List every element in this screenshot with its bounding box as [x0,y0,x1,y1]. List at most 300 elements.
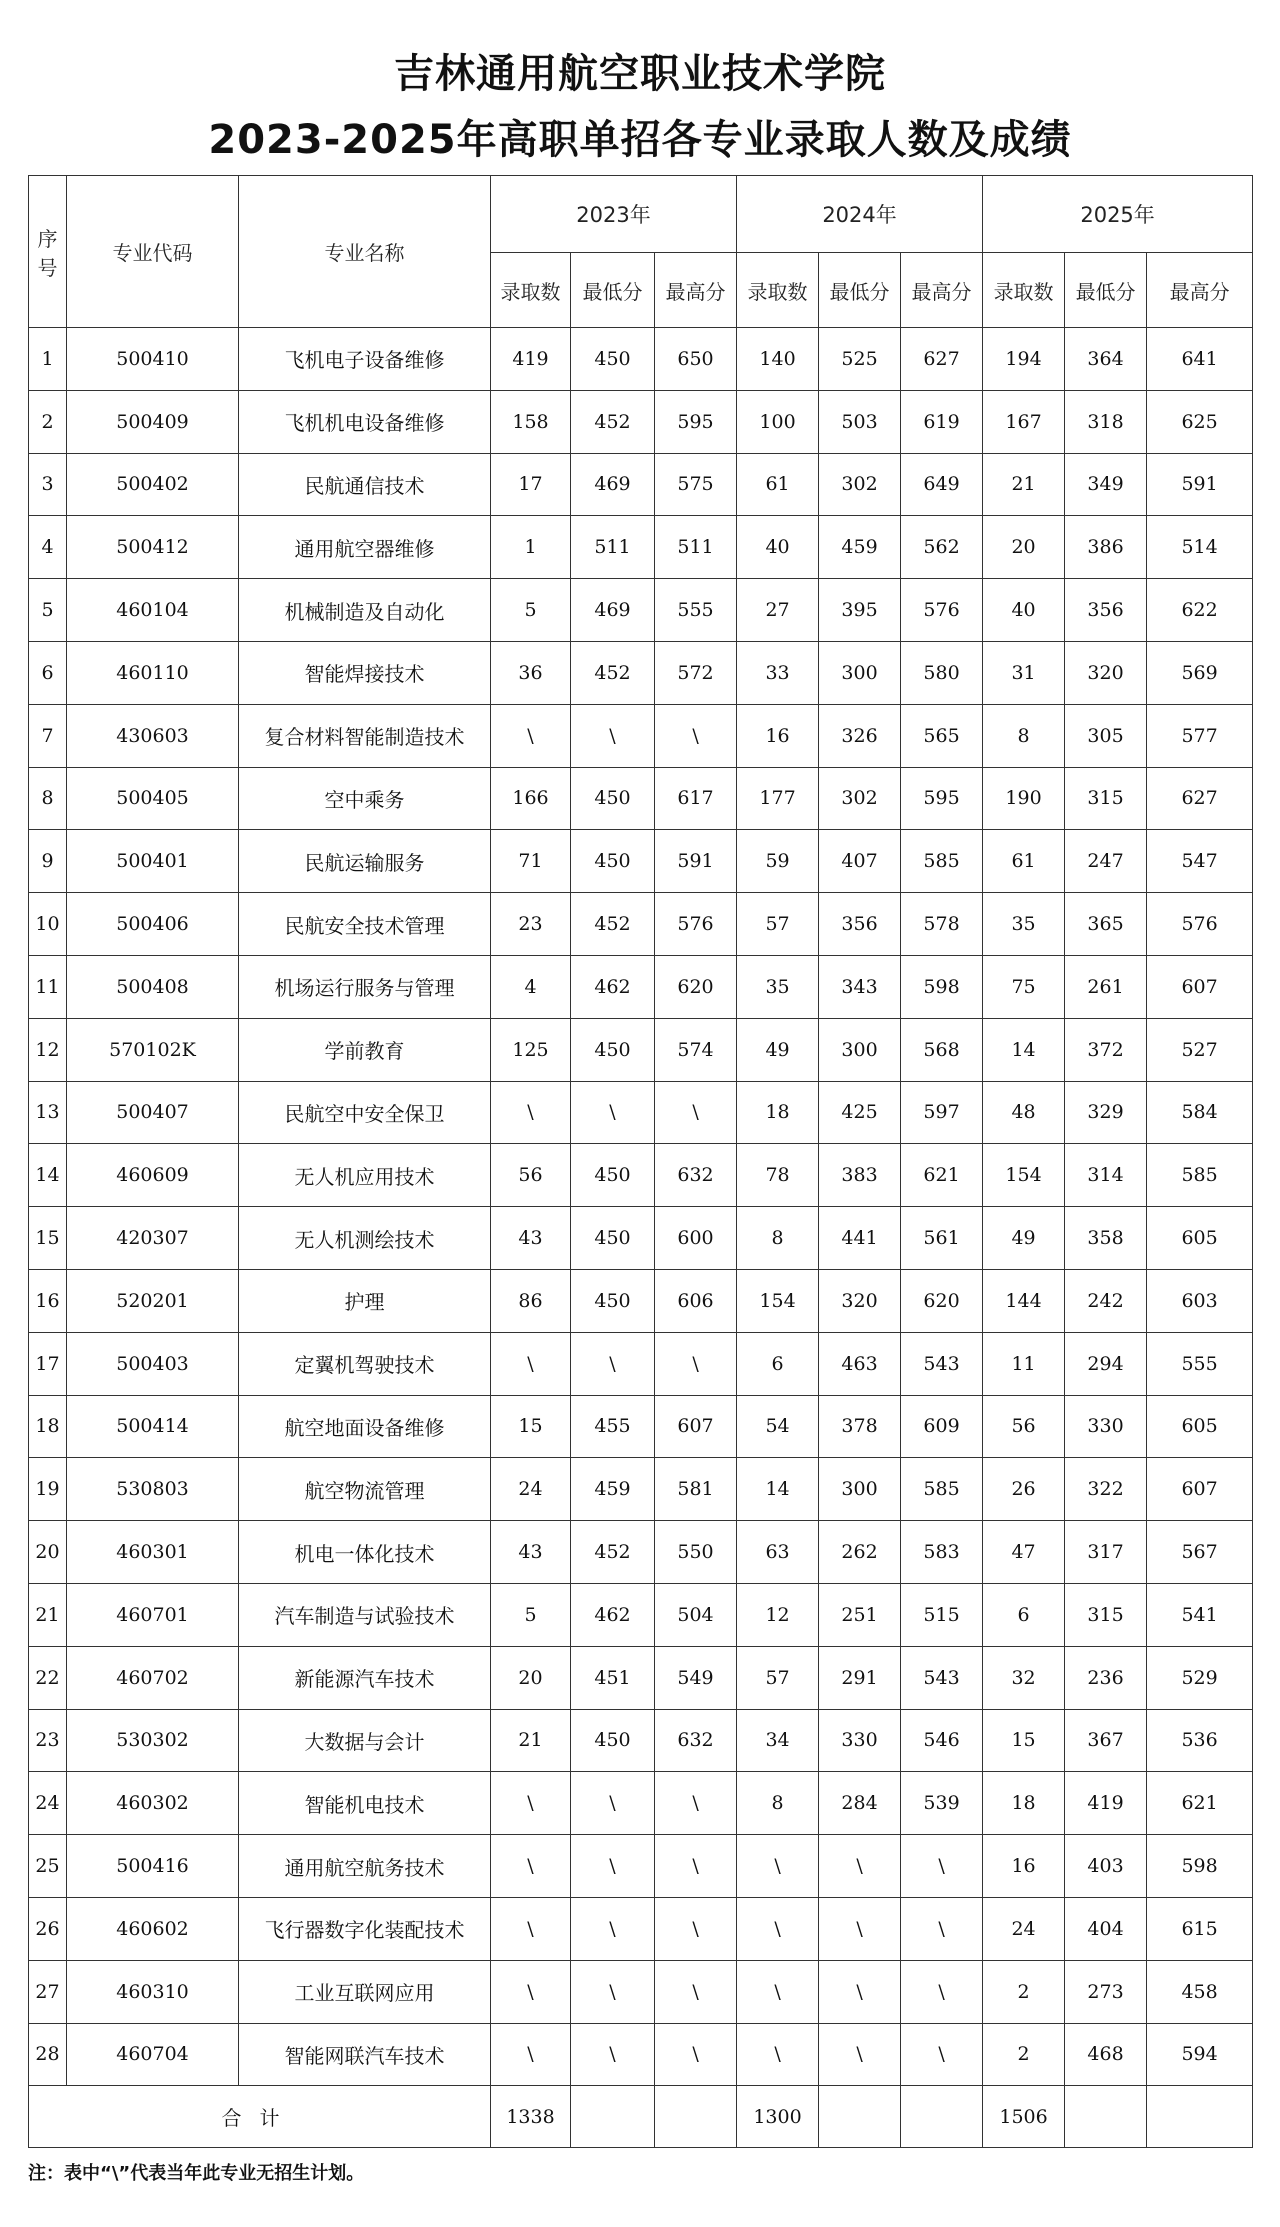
max-score-2024: 619 [901,390,983,453]
min-score-2023: 462 [571,955,655,1018]
min-score-2023: 450 [571,1144,655,1207]
major-name: 飞行器数字化装配技术 [239,1897,491,1960]
max-score-2023: 511 [655,516,737,579]
min-score-2025: 247 [1065,830,1147,893]
admitted-2023: \ [491,1897,571,1960]
min-score-2023: 511 [571,516,655,579]
max-score-2023: 504 [655,1583,737,1646]
admitted-2024: 8 [737,1207,819,1270]
major-code: 500402 [67,453,239,516]
max-score-2023: \ [655,2023,737,2086]
admitted-2024: 59 [737,830,819,893]
min-score-2024: 525 [819,328,901,391]
admitted-2024: 18 [737,1081,819,1144]
admitted-2025: 56 [983,1395,1065,1458]
table-row [29,1458,1253,1521]
header-admitted-2024: 录取数 [737,253,819,328]
admitted-2023: 17 [491,453,571,516]
table-row [29,2023,1253,2086]
row-index: 9 [29,830,67,893]
row-index: 26 [29,1897,67,1960]
header-name: 专业名称 [239,176,491,328]
major-name: 飞机电子设备维修 [239,328,491,391]
row-index: 12 [29,1018,67,1081]
min-score-2024: 463 [819,1332,901,1395]
admitted-2024: 57 [737,893,819,956]
max-score-2025: 625 [1147,390,1253,453]
table-row [29,1269,1253,1332]
document-title: 吉林通用航空职业技术学院 [394,51,886,97]
max-score-2025: 577 [1147,704,1253,767]
major-name: 工业互联网应用 [239,1960,491,2023]
max-score-2023: 591 [655,830,737,893]
major-code: 460702 [67,1646,239,1709]
major-name: 飞机机电设备维修 [239,390,491,453]
major-name: 民航运输服务 [239,830,491,893]
admitted-2023: \ [491,1835,571,1898]
admitted-2025: 154 [983,1144,1065,1207]
max-score-2024: 595 [901,767,983,830]
admitted-2023: 43 [491,1207,571,1270]
admitted-2025: 48 [983,1081,1065,1144]
max-score-2024: 543 [901,1646,983,1709]
header-code: 专业代码 [67,176,239,328]
min-score-2024: 378 [819,1395,901,1458]
admitted-2025: 6 [983,1583,1065,1646]
max-score-2024: 580 [901,641,983,704]
table-row [29,1960,1253,2023]
max-score-2024: 546 [901,1709,983,1772]
major-name: 无人机测绘技术 [239,1207,491,1270]
admitted-2023: \ [491,1960,571,2023]
max-score-2024: \ [901,1960,983,2023]
admitted-2024: 140 [737,328,819,391]
table-row [29,1772,1253,1835]
row-index: 7 [29,704,67,767]
max-score-2024: 597 [901,1081,983,1144]
table-body [29,328,1253,2086]
min-score-2025: 261 [1065,955,1147,1018]
table-row [29,893,1253,956]
major-code: 420307 [67,1207,239,1270]
min-score-2023: 452 [571,641,655,704]
admitted-2024: 35 [737,955,819,1018]
major-name: 复合材料智能制造技术 [239,704,491,767]
min-score-2025: 322 [1065,1458,1147,1521]
min-score-2025: 404 [1065,1897,1147,1960]
table-row [29,1521,1253,1584]
min-score-2025: 403 [1065,1835,1147,1898]
total-empty-cell [901,2086,983,2148]
header-index: 序号 [29,176,67,328]
admitted-2023: 15 [491,1395,571,1458]
max-score-2024: 620 [901,1269,983,1332]
min-score-2023: \ [571,704,655,767]
row-index: 14 [29,1144,67,1207]
min-score-2024: 300 [819,641,901,704]
min-score-2023: 450 [571,1709,655,1772]
major-code: 500414 [67,1395,239,1458]
row-index: 15 [29,1207,67,1270]
max-score-2023: 575 [655,453,737,516]
min-score-2025: 386 [1065,516,1147,579]
major-name: 新能源汽车技术 [239,1646,491,1709]
total-admitted-2023: 1338 [491,2086,571,2148]
table-row [29,1583,1253,1646]
min-score-2024: 407 [819,830,901,893]
table-row [29,704,1253,767]
table-row [29,328,1253,391]
max-score-2025: 627 [1147,767,1253,830]
admitted-2024: 40 [737,516,819,579]
min-score-2025: 314 [1065,1144,1147,1207]
min-score-2024: 320 [819,1269,901,1332]
admitted-2023: 4 [491,955,571,1018]
row-index: 11 [29,955,67,1018]
major-name: 学前教育 [239,1018,491,1081]
max-score-2024: 609 [901,1395,983,1458]
max-score-2023: 595 [655,390,737,453]
min-score-2025: 367 [1065,1709,1147,1772]
max-score-2024: 562 [901,516,983,579]
min-score-2024: 330 [819,1709,901,1772]
major-code: 500408 [67,955,239,1018]
max-score-2023: 581 [655,1458,737,1521]
max-score-2025: 615 [1147,1897,1253,1960]
max-score-2023: 606 [655,1269,737,1332]
row-index: 23 [29,1709,67,1772]
min-score-2025: 294 [1065,1332,1147,1395]
min-score-2023: 469 [571,453,655,516]
admitted-2024: 49 [737,1018,819,1081]
row-index: 17 [29,1332,67,1395]
max-score-2024: 598 [901,955,983,1018]
min-score-2025: 372 [1065,1018,1147,1081]
major-name: 空中乘务 [239,767,491,830]
admitted-2023: \ [491,704,571,767]
max-score-2023: 549 [655,1646,737,1709]
min-score-2025: 468 [1065,2023,1147,2086]
max-score-2025: 585 [1147,1144,1253,1207]
admitted-2024: \ [737,1835,819,1898]
admitted-2025: 47 [983,1521,1065,1584]
total-empty-cell [1065,2086,1147,2148]
max-score-2025: 603 [1147,1269,1253,1332]
min-score-2023: 450 [571,328,655,391]
admitted-2023: \ [491,1081,571,1144]
header-year-2025: 2025年 [983,176,1253,253]
max-score-2024: 539 [901,1772,983,1835]
min-score-2023: \ [571,1081,655,1144]
min-score-2025: 242 [1065,1269,1147,1332]
total-admitted-2024: 1300 [737,2086,819,2148]
max-score-2023: \ [655,1960,737,2023]
min-score-2024: 356 [819,893,901,956]
admitted-2023: 21 [491,1709,571,1772]
row-index: 8 [29,767,67,830]
min-score-2023: 455 [571,1395,655,1458]
max-score-2025: 576 [1147,893,1253,956]
max-score-2024: 578 [901,893,983,956]
max-score-2023: 600 [655,1207,737,1270]
min-score-2025: 365 [1065,893,1147,956]
min-score-2023: 451 [571,1646,655,1709]
admitted-2024: 100 [737,390,819,453]
major-name: 智能焊接技术 [239,641,491,704]
admitted-2025: 15 [983,1709,1065,1772]
admitted-2024: \ [737,1960,819,2023]
max-score-2023: 574 [655,1018,737,1081]
max-score-2024: 585 [901,1458,983,1521]
min-score-2023: 462 [571,1583,655,1646]
max-score-2025: 591 [1147,453,1253,516]
min-score-2024: 284 [819,1772,901,1835]
admitted-2024: 34 [737,1709,819,1772]
major-code: 500412 [67,516,239,579]
min-score-2023: \ [571,1772,655,1835]
row-index: 27 [29,1960,67,2023]
admitted-2023: \ [491,1772,571,1835]
admitted-2024: 154 [737,1269,819,1332]
table-row [29,830,1253,893]
max-score-2024: 583 [901,1521,983,1584]
max-score-2025: 641 [1147,328,1253,391]
min-score-2025: 320 [1065,641,1147,704]
major-name: 通用航空航务技术 [239,1835,491,1898]
header-admitted-2023: 录取数 [491,253,571,328]
admitted-2024: 33 [737,641,819,704]
min-score-2025: 356 [1065,579,1147,642]
min-score-2024: \ [819,1835,901,1898]
row-index: 3 [29,453,67,516]
header-min-score-2025: 最低分 [1065,253,1147,328]
admitted-2025: 16 [983,1835,1065,1898]
admitted-2025: 35 [983,893,1065,956]
table-row [29,1709,1253,1772]
min-score-2025: 273 [1065,1960,1147,2023]
row-index: 28 [29,2023,67,2086]
max-score-2025: 567 [1147,1521,1253,1584]
max-score-2023: 650 [655,328,737,391]
min-score-2024: 300 [819,1018,901,1081]
max-score-2024: 543 [901,1332,983,1395]
row-index: 1 [29,328,67,391]
max-score-2024: \ [901,2023,983,2086]
max-score-2025: 584 [1147,1081,1253,1144]
admitted-2025: 167 [983,390,1065,453]
min-score-2025: 236 [1065,1646,1147,1709]
header-year-2024: 2024年 [737,176,983,253]
table-row [29,453,1253,516]
admitted-2025: 8 [983,704,1065,767]
admitted-2024: 12 [737,1583,819,1646]
row-index: 24 [29,1772,67,1835]
total-empty-cell [819,2086,901,2148]
admitted-2024: 177 [737,767,819,830]
header-min-score-2023: 最低分 [571,253,655,328]
admitted-2025: 11 [983,1332,1065,1395]
min-score-2023: 450 [571,1269,655,1332]
admitted-2025: 2 [983,2023,1065,2086]
max-score-2025: 607 [1147,1458,1253,1521]
table-row [29,1897,1253,1960]
max-score-2023: 617 [655,767,737,830]
min-score-2025: 329 [1065,1081,1147,1144]
admitted-2023: 5 [491,1583,571,1646]
major-name: 护理 [239,1269,491,1332]
min-score-2024: 343 [819,955,901,1018]
min-score-2024: \ [819,2023,901,2086]
min-score-2023: \ [571,1835,655,1898]
max-score-2025: 458 [1147,1960,1253,2023]
admitted-2025: 32 [983,1646,1065,1709]
max-score-2024: 585 [901,830,983,893]
row-index: 19 [29,1458,67,1521]
admitted-2023: 20 [491,1646,571,1709]
major-code: 530302 [67,1709,239,1772]
major-code: 500410 [67,328,239,391]
total-label: 合计 [29,2086,491,2148]
major-name: 民航通信技术 [239,453,491,516]
major-code: 460310 [67,1960,239,2023]
major-name: 大数据与会计 [239,1709,491,1772]
min-score-2025: 318 [1065,390,1147,453]
admitted-2025: 24 [983,1897,1065,1960]
admitted-2025: 194 [983,328,1065,391]
admitted-2025: 31 [983,641,1065,704]
max-score-2023: \ [655,1772,737,1835]
max-score-2025: 529 [1147,1646,1253,1709]
max-score-2023: 576 [655,893,737,956]
min-score-2024: 503 [819,390,901,453]
admitted-2023: 166 [491,767,571,830]
max-score-2025: 514 [1147,516,1253,579]
min-score-2023: 450 [571,767,655,830]
min-score-2023: 450 [571,1207,655,1270]
major-code: 460301 [67,1521,239,1584]
admitted-2024: 27 [737,579,819,642]
admitted-2024: \ [737,1897,819,1960]
table-row [29,1144,1253,1207]
major-code: 520201 [67,1269,239,1332]
min-score-2025: 315 [1065,767,1147,830]
admitted-2023: 24 [491,1458,571,1521]
major-code: 530803 [67,1458,239,1521]
min-score-2023: \ [571,1960,655,2023]
header-min-score-2024: 最低分 [819,253,901,328]
min-score-2023: \ [571,1897,655,1960]
major-code: 460302 [67,1772,239,1835]
admitted-2024: 54 [737,1395,819,1458]
table-row [29,767,1253,830]
admitted-2024: 57 [737,1646,819,1709]
footnote: 注：表中“\”代表当年此专业无招生计划。 [28,2163,365,2184]
table-row [29,1332,1253,1395]
max-score-2023: 620 [655,955,737,1018]
admitted-2023: 43 [491,1521,571,1584]
row-index: 13 [29,1081,67,1144]
max-score-2024: 515 [901,1583,983,1646]
max-score-2024: 568 [901,1018,983,1081]
admitted-2025: 75 [983,955,1065,1018]
total-row [29,2086,1253,2148]
max-score-2025: 621 [1147,1772,1253,1835]
max-score-2025: 541 [1147,1583,1253,1646]
major-code: 430603 [67,704,239,767]
max-score-2025: 594 [1147,2023,1253,2086]
min-score-2023: \ [571,1332,655,1395]
min-score-2025: 349 [1065,453,1147,516]
admitted-2024: 63 [737,1521,819,1584]
admitted-2025: 2 [983,1960,1065,2023]
min-score-2024: 262 [819,1521,901,1584]
admitted-2025: 190 [983,767,1065,830]
row-index: 18 [29,1395,67,1458]
admitted-2025: 40 [983,579,1065,642]
header-max-score-2023: 最高分 [655,253,737,328]
row-index: 5 [29,579,67,642]
major-code: 500407 [67,1081,239,1144]
admitted-2025: 144 [983,1269,1065,1332]
min-score-2024: 300 [819,1458,901,1521]
min-score-2025: 364 [1065,328,1147,391]
row-index: 2 [29,390,67,453]
admitted-2023: 23 [491,893,571,956]
total-admitted-2025: 1506 [983,2086,1065,2148]
max-score-2024: \ [901,1835,983,1898]
admitted-2024: 8 [737,1772,819,1835]
major-code: 500403 [67,1332,239,1395]
row-index: 22 [29,1646,67,1709]
min-score-2024: 425 [819,1081,901,1144]
min-score-2025: 330 [1065,1395,1147,1458]
table-row [29,641,1253,704]
admitted-2025: 14 [983,1018,1065,1081]
row-index: 21 [29,1583,67,1646]
admitted-2025: 20 [983,516,1065,579]
max-score-2023: 555 [655,579,737,642]
min-score-2024: 459 [819,516,901,579]
major-code: 460602 [67,1897,239,1960]
admitted-2024: \ [737,2023,819,2086]
max-score-2024: 627 [901,328,983,391]
max-score-2024: \ [901,1897,983,1960]
max-score-2023: 607 [655,1395,737,1458]
table-row [29,1835,1253,1898]
max-score-2023: 550 [655,1521,737,1584]
min-score-2023: 469 [571,579,655,642]
admitted-2023: 5 [491,579,571,642]
min-score-2024: 383 [819,1144,901,1207]
max-score-2024: 649 [901,453,983,516]
total-empty-cell [655,2086,737,2148]
admitted-2025: 18 [983,1772,1065,1835]
min-score-2024: 291 [819,1646,901,1709]
max-score-2024: 561 [901,1207,983,1270]
major-code: 500409 [67,390,239,453]
table-row [29,1646,1253,1709]
max-score-2025: 605 [1147,1207,1253,1270]
table-row [29,1207,1253,1270]
table-row [29,1395,1253,1458]
major-name: 机电一体化技术 [239,1521,491,1584]
header-year-2023: 2023年 [491,176,737,253]
major-code: 460609 [67,1144,239,1207]
min-score-2023: 452 [571,390,655,453]
min-score-2024: \ [819,1960,901,2023]
table-row [29,516,1253,579]
major-name: 智能机电技术 [239,1772,491,1835]
